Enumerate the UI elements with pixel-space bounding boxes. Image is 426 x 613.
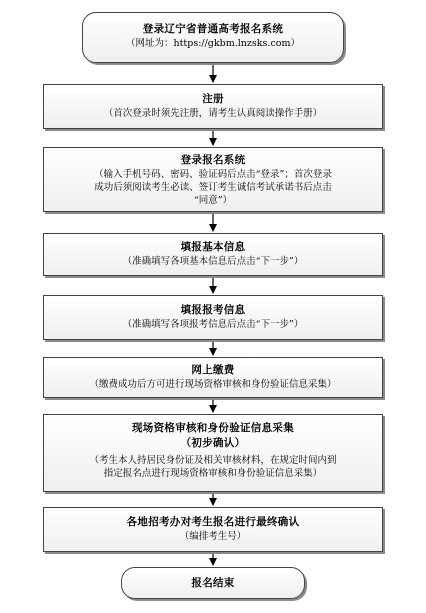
step-basic-info-note: （准确填写各项基本信息后点击“下一步”） bbox=[122, 256, 304, 267]
step-registration-end-title: 报名结束 bbox=[191, 577, 235, 589]
step-register-title: 注册 bbox=[202, 93, 224, 105]
step-online-payment-title: 网上缴费 bbox=[191, 364, 235, 376]
step-login-system-url: （网址为：https://gkbm.lnzsks.com） bbox=[126, 38, 300, 49]
step-login-system bbox=[82, 12, 344, 63]
step-login-registration-title: 登录报名系统 bbox=[180, 154, 246, 166]
step-application-info-note: （准确填写各项报考信息后点击“下一步”） bbox=[122, 319, 304, 330]
step-register bbox=[43, 84, 383, 129]
step-login-registration-line-2: 成功后须阅读考生必读、签订考生诚信考试承诺书后点击 bbox=[94, 182, 332, 193]
step-registration-end bbox=[121, 567, 305, 599]
step-onsite-verification bbox=[43, 414, 383, 492]
step-login-registration-line-1: （输入手机号码、密码、验证码后点击“登录”；首次登录 bbox=[94, 169, 332, 180]
step-onsite-verification-line-1: （考生本人持居民身份证及相关审核材料，在规定时间内到 bbox=[89, 455, 337, 466]
step-online-payment bbox=[43, 357, 383, 398]
step-application-info bbox=[43, 295, 383, 340]
step-onsite-verification-subtitle: （初步确认） bbox=[180, 437, 246, 449]
step-basic-info-title: 填报基本信息 bbox=[180, 241, 246, 253]
step-online-payment-note: （缴费成功后方可进行现场资格审核和身份验证信息采集） bbox=[89, 379, 337, 390]
step-login-registration-line-3: “同意”） bbox=[193, 195, 233, 206]
step-onsite-verification-title: 现场资格审核和身份验证信息采集 bbox=[132, 422, 294, 434]
step-login-system-title: 登录辽宁省普通高考报名系统 bbox=[142, 23, 284, 35]
step-register-note: （首次登录时须先注册，请考生认真阅读操作手册） bbox=[103, 108, 323, 119]
step-login-registration bbox=[43, 147, 383, 212]
step-basic-info bbox=[43, 233, 383, 276]
step-final-confirmation-title: 各地招考办对考生报名进行最终确认 bbox=[126, 516, 300, 528]
step-application-info-title: 填报报考信息 bbox=[180, 304, 246, 316]
step-final-confirmation bbox=[43, 507, 383, 552]
step-onsite-verification-line-2: 指定报名点进行现场资格审核和身份验证信息采集） bbox=[103, 468, 323, 479]
step-final-confirmation-note: （编排考生号） bbox=[179, 531, 247, 542]
